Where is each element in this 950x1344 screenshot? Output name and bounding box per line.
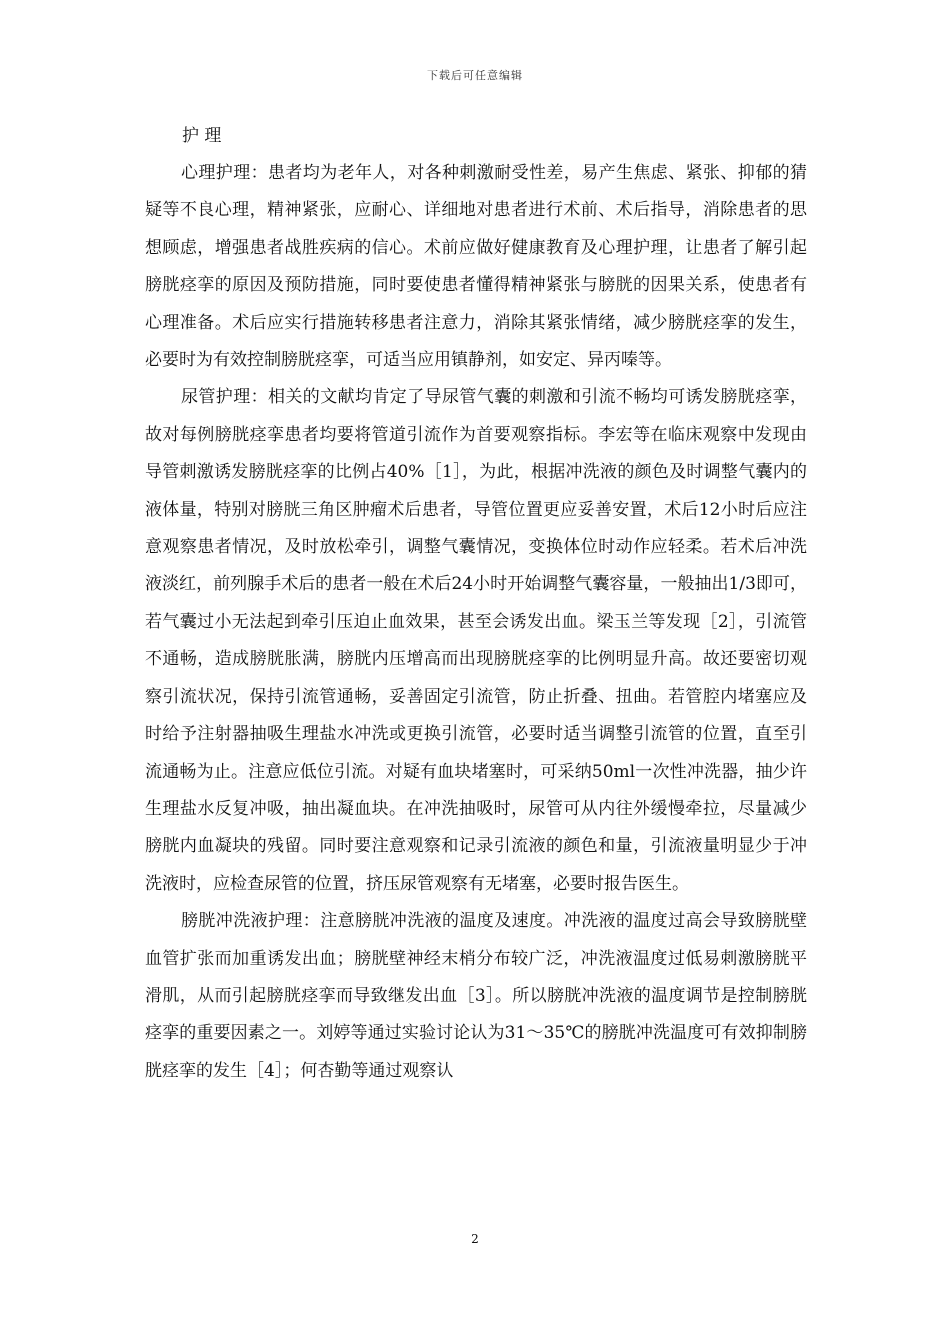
paragraph-irrigation-care: 膀胱冲洗液护理：注意膀胱冲洗液的温度及速度。冲洗液的温度过高会导致膀胱壁血管扩张而加重诱发出血；膀胱壁神经末梢分布较广泛，冲洗液温度过低易刺激膀胱平滑肌，从而引起膀胱痉挛而导致继发出血［3］。所以膀胱冲洗液的温度调节是控制膀胱痉挛的重要因素之一。刘婷等通过实验讨论认为31～35℃的膀胱冲洗温度可有效抑制膀胱痉挛的发生［4］；何杏勤等通过观察认: [145, 911, 807, 1081]
document-body: [145, 118, 807, 1090]
page-number: 2: [471, 1232, 479, 1246]
page-header: 下载后可任意编辑: [427, 69, 523, 82]
paragraph-catheter-care: 尿管护理：相关的文献均肯定了导尿管气囊的刺激和引流不畅均可诱发膀胱痉挛，故对每例膀胱痉挛患者均要将管道引流作为首要观察指标。李宏等在临床观察中发现由导管刺激诱发膀胱痉挛的比例占40%［1］，为此，根据冲洗液的颜色及时调整气囊内的液体量，特别对膀胱三角区肿瘤术后患者，导管位置更应妥善安置，术后12小时后应注意观察患者情况，及时放松牵引，调整气囊情况，变换体位时动作应轻柔。若术后冲洗液淡红，前列腺手术后的患者一般在术后24小时开始调整气囊容量，一般抽出1/3即可，若气囊过小无法起到牵引压迫止血效果，甚至会诱发出血。梁玉兰等发现［2］，引流管不通畅，造成膀胱胀满，膀胱内压增高而出现膀胱痉挛的比例明显升高。故还要密切观察引流状况，保持引流管通畅，妥善固定引流管，防止折叠、扭曲。若管腔内堵塞应及时给予注射器抽吸生理盐水冲洗或更换引流管，必要时适当调整引流管的位置，直至引流通畅为止。注意应低位引流。对疑有血块堵塞时，可采纳50ml一次性冲洗器，抽少许生理盐水反复冲吸，抽出凝血块。在冲洗抽吸时，尿管可从内往外缓慢牵拉，尽量减少膀胱内血凝块的残留。同时要注意观察和记录引流液的颜色和量，引流液量明显少于冲洗液时，应检查尿管的位置，挤压尿管观察有无堵塞，必要时报告医生。: [145, 387, 807, 894]
section-heading: 护 理: [182, 126, 222, 146]
paragraph-psychological-care: 心理护理：患者均为老年人，对各种刺激耐受性差，易产生焦虑、紧张、抑郁的猜疑等不良心理，精神紧张，应耐心、详细地对患者进行术前、术后指导，消除患者的思想顾虑，增强患者战胜疾病的信心。术前应做好健康教育及心理护理，让患者了解引起膀胱痉挛的原因及预防措施，同时要使患者懂得精神紧张与膀胱的因果关系，使患者有心理准备。术后应实行措施转移患者注意力，消除其紧张情绪，减少膀胱痉挛的发生，必要时为有效控制膀胱痉挛，可适当应用镇静剂，如安定、异丙嗪等。: [145, 163, 807, 371]
